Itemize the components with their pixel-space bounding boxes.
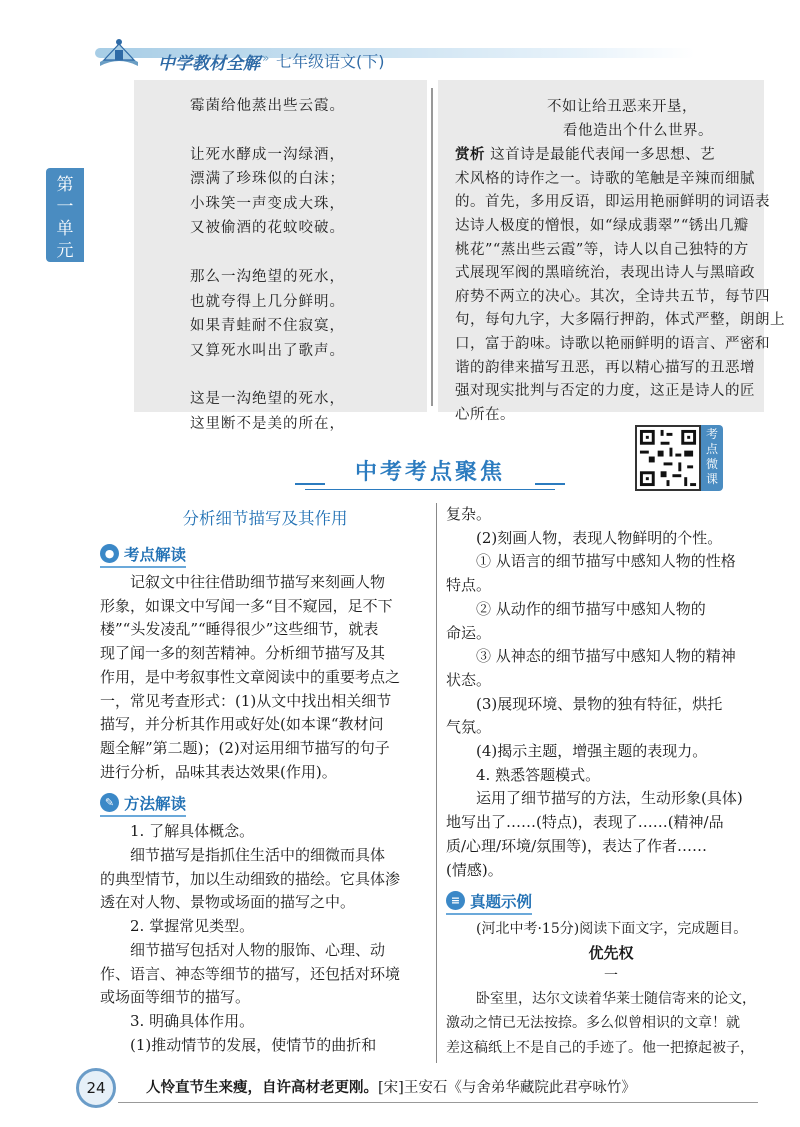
right-column — [446, 503, 776, 1060]
book-logo-icon — [96, 36, 142, 70]
unit-tab-char: 一 — [56, 197, 74, 217]
method-paragraph: 1. 了解具体概念。 细节描写是指抓住生活中的细微而具体 的典型情节，加以生动细致的描绘。它具体渗 透在对人物、景物或场面的描写之中。 2. 掌握常见类型。 细节描写包括对人物的服饰、心理、动 作、语言、神态等细节的描写，还包括对环境 或场面等细节的描写。 3. 明确具体作用。 (1)推动情节的发展，使情节的曲折和 — [100, 822, 401, 1054]
document-icon: ≡ — [446, 891, 465, 910]
appreciation-line: 达诗人极度的憎恨，如“绿成翡翠”“锈出几瓣 — [455, 217, 749, 234]
unit-tab-char: 元 — [56, 241, 74, 261]
poem-line: 如果青蛙耐不住寂寞， — [190, 318, 345, 335]
poem-text — [190, 94, 425, 437]
poem-line: 又算死水叫出了歌声。 — [190, 342, 345, 359]
page-footer — [0, 1066, 800, 1116]
poem-line: 这里断不是美的所在， — [190, 415, 345, 432]
poem-line: 又被偷酒的花蚊咬破。 — [190, 220, 345, 237]
appreciation-line: 强对现实批判与否定的力度，这正是诗人的匠 — [455, 383, 755, 400]
panel-divider — [431, 88, 433, 406]
poem-line: 看他造出个什么世界。 — [563, 122, 713, 139]
appreciation-line: 谐的韵律来描写丑恶，再以精心描写的丑恶增 — [455, 359, 755, 376]
pen-icon: ✎ — [100, 793, 119, 812]
page-number: 24 — [76, 1068, 116, 1108]
appreciation-line: 的。首先，多用反语，即运用艳丽鲜明的词语表 — [455, 194, 770, 211]
poem-line: 那么一沟绝望的死水， — [190, 268, 345, 285]
appreciation-text — [455, 96, 785, 427]
appreciation-line: 心所在。 — [455, 406, 515, 423]
story-title: 优先权 — [588, 943, 634, 962]
appreciation-line: 句，每句九字，大多隔行押韵，体式严整，朗朗上 — [455, 312, 785, 329]
section-heading-exam: ≡ 真题示例 — [446, 890, 532, 912]
section-title: 中考考点聚焦 — [354, 460, 505, 485]
section-number: 一 — [604, 967, 618, 984]
topic-title: 分析细节描写及其作用 — [182, 509, 348, 528]
appreciation-line: 口，富于韵味。诗歌以艳丽鲜明的语言、严密和 — [455, 335, 770, 352]
quote-text: 人怜直节生来瘦，自许高材老更刚。 — [146, 1080, 378, 1096]
quote-source: [宋]王安石《与舍弟华藏院此君亭咏竹》 — [378, 1080, 636, 1096]
unit-tab-char: 单 — [56, 219, 74, 239]
poem-line: 这是一沟绝望的死水， — [190, 391, 345, 408]
left-column — [100, 503, 430, 1057]
subject-title: 七年级语文(下) — [276, 52, 385, 71]
qr-code-icon[interactable] — [635, 425, 701, 491]
unit-tab — [46, 168, 84, 262]
appreciation-line: 府势不两立的决心。其次，全诗共五节，每节四 — [455, 288, 770, 305]
person-icon: ● — [100, 544, 119, 563]
section-heading-analysis: ● 考点解读 — [100, 543, 186, 565]
series-title: 中学教材全解 — [158, 54, 260, 74]
column-divider — [436, 503, 437, 1063]
appreciation-line: 术风格的诗作之一。诗歌的笔触是辛辣而细腻 — [455, 170, 755, 187]
poem-line: 小珠笑一声变成大珠， — [190, 195, 345, 212]
breadcrumb-separator: » — [262, 51, 270, 65]
unit-tab-char: 第 — [56, 175, 74, 195]
appreciation-line: 式展现军阀的黑暗统治，表现出诗人与黑暗政 — [455, 265, 755, 282]
method-paragraph-cont: 复杂。 (2)刻画人物，表现人物鲜明的个性。 ① 从语言的细节描写中感知人物的性格 特点。 ② 从动作的细节描写中感知人物的 命运。 ③ 从神态的细节描写中感知人物的精神 状态。 (3)展现环境、景物的独有特征，烘托 气氛。 (4)揭示主题，增强主题的表现力。 4. 熟悉答题模式。 运用了细节描写的方法，生动形象(具体) 地写出了……(特点)，表现了……(精神/品 质/心理/环境/氛围等)，表达了作者…… (情感)。 — [446, 505, 743, 879]
analysis-paragraph: 记叙文中往往借助细节描写来刻画人物 形象，如课文中写闻一多“目不窥园，足不下 楼”“头发凌乱”“睡得很少”这些细节，就表 现了闻一多的刻苦精神。分析细节描写及其 作用，是中考叙事性文章阅读中的重要考点之 一，常见考查形式：(1)从文中找出相关细节 描写，并分析其作用或好处(如本课“教材问 题全解”第二题)；(2)对运用细节描写的句子 进行分析，品味其表达效果(作用)。 — [100, 573, 401, 781]
footer-quote — [146, 1076, 636, 1097]
appreciation-label: 赏析 — [455, 146, 485, 164]
poem-line: 漂满了珍珠似的白沫； — [190, 171, 345, 188]
poem-line: 也就夸得上几分鲜明。 — [190, 293, 345, 310]
section-banner — [295, 455, 565, 495]
poem-line: 霉菌给他蒸出些云霞。 — [190, 98, 345, 114]
story-paragraph: 卧室里，达尔文读着华莱士随信寄来的论文， 激动之情已无法按捺。多么似曾相识的文章！就 差这稿纸上不是自己的手迹了。他一把撩起被子， — [446, 990, 756, 1056]
poem-line: 让死水酵成一沟绿酒， — [190, 146, 345, 163]
page-header — [0, 0, 800, 80]
section-heading-method: ✎ 方法解读 — [100, 792, 186, 814]
appreciation-line: 桃花”“蒸出些云霞”等，诗人以自己独特的方 — [455, 241, 749, 258]
exam-source: (河北中考·15分)阅读下面文字，完成题目。 — [476, 921, 748, 938]
appreciation-line: 这首诗是最能代表闻一多思想、艺 — [490, 147, 716, 164]
qr-tag: 考 点 微 课 — [701, 425, 723, 491]
poem-line: 不如让给丑恶来开垦， — [547, 99, 697, 115]
